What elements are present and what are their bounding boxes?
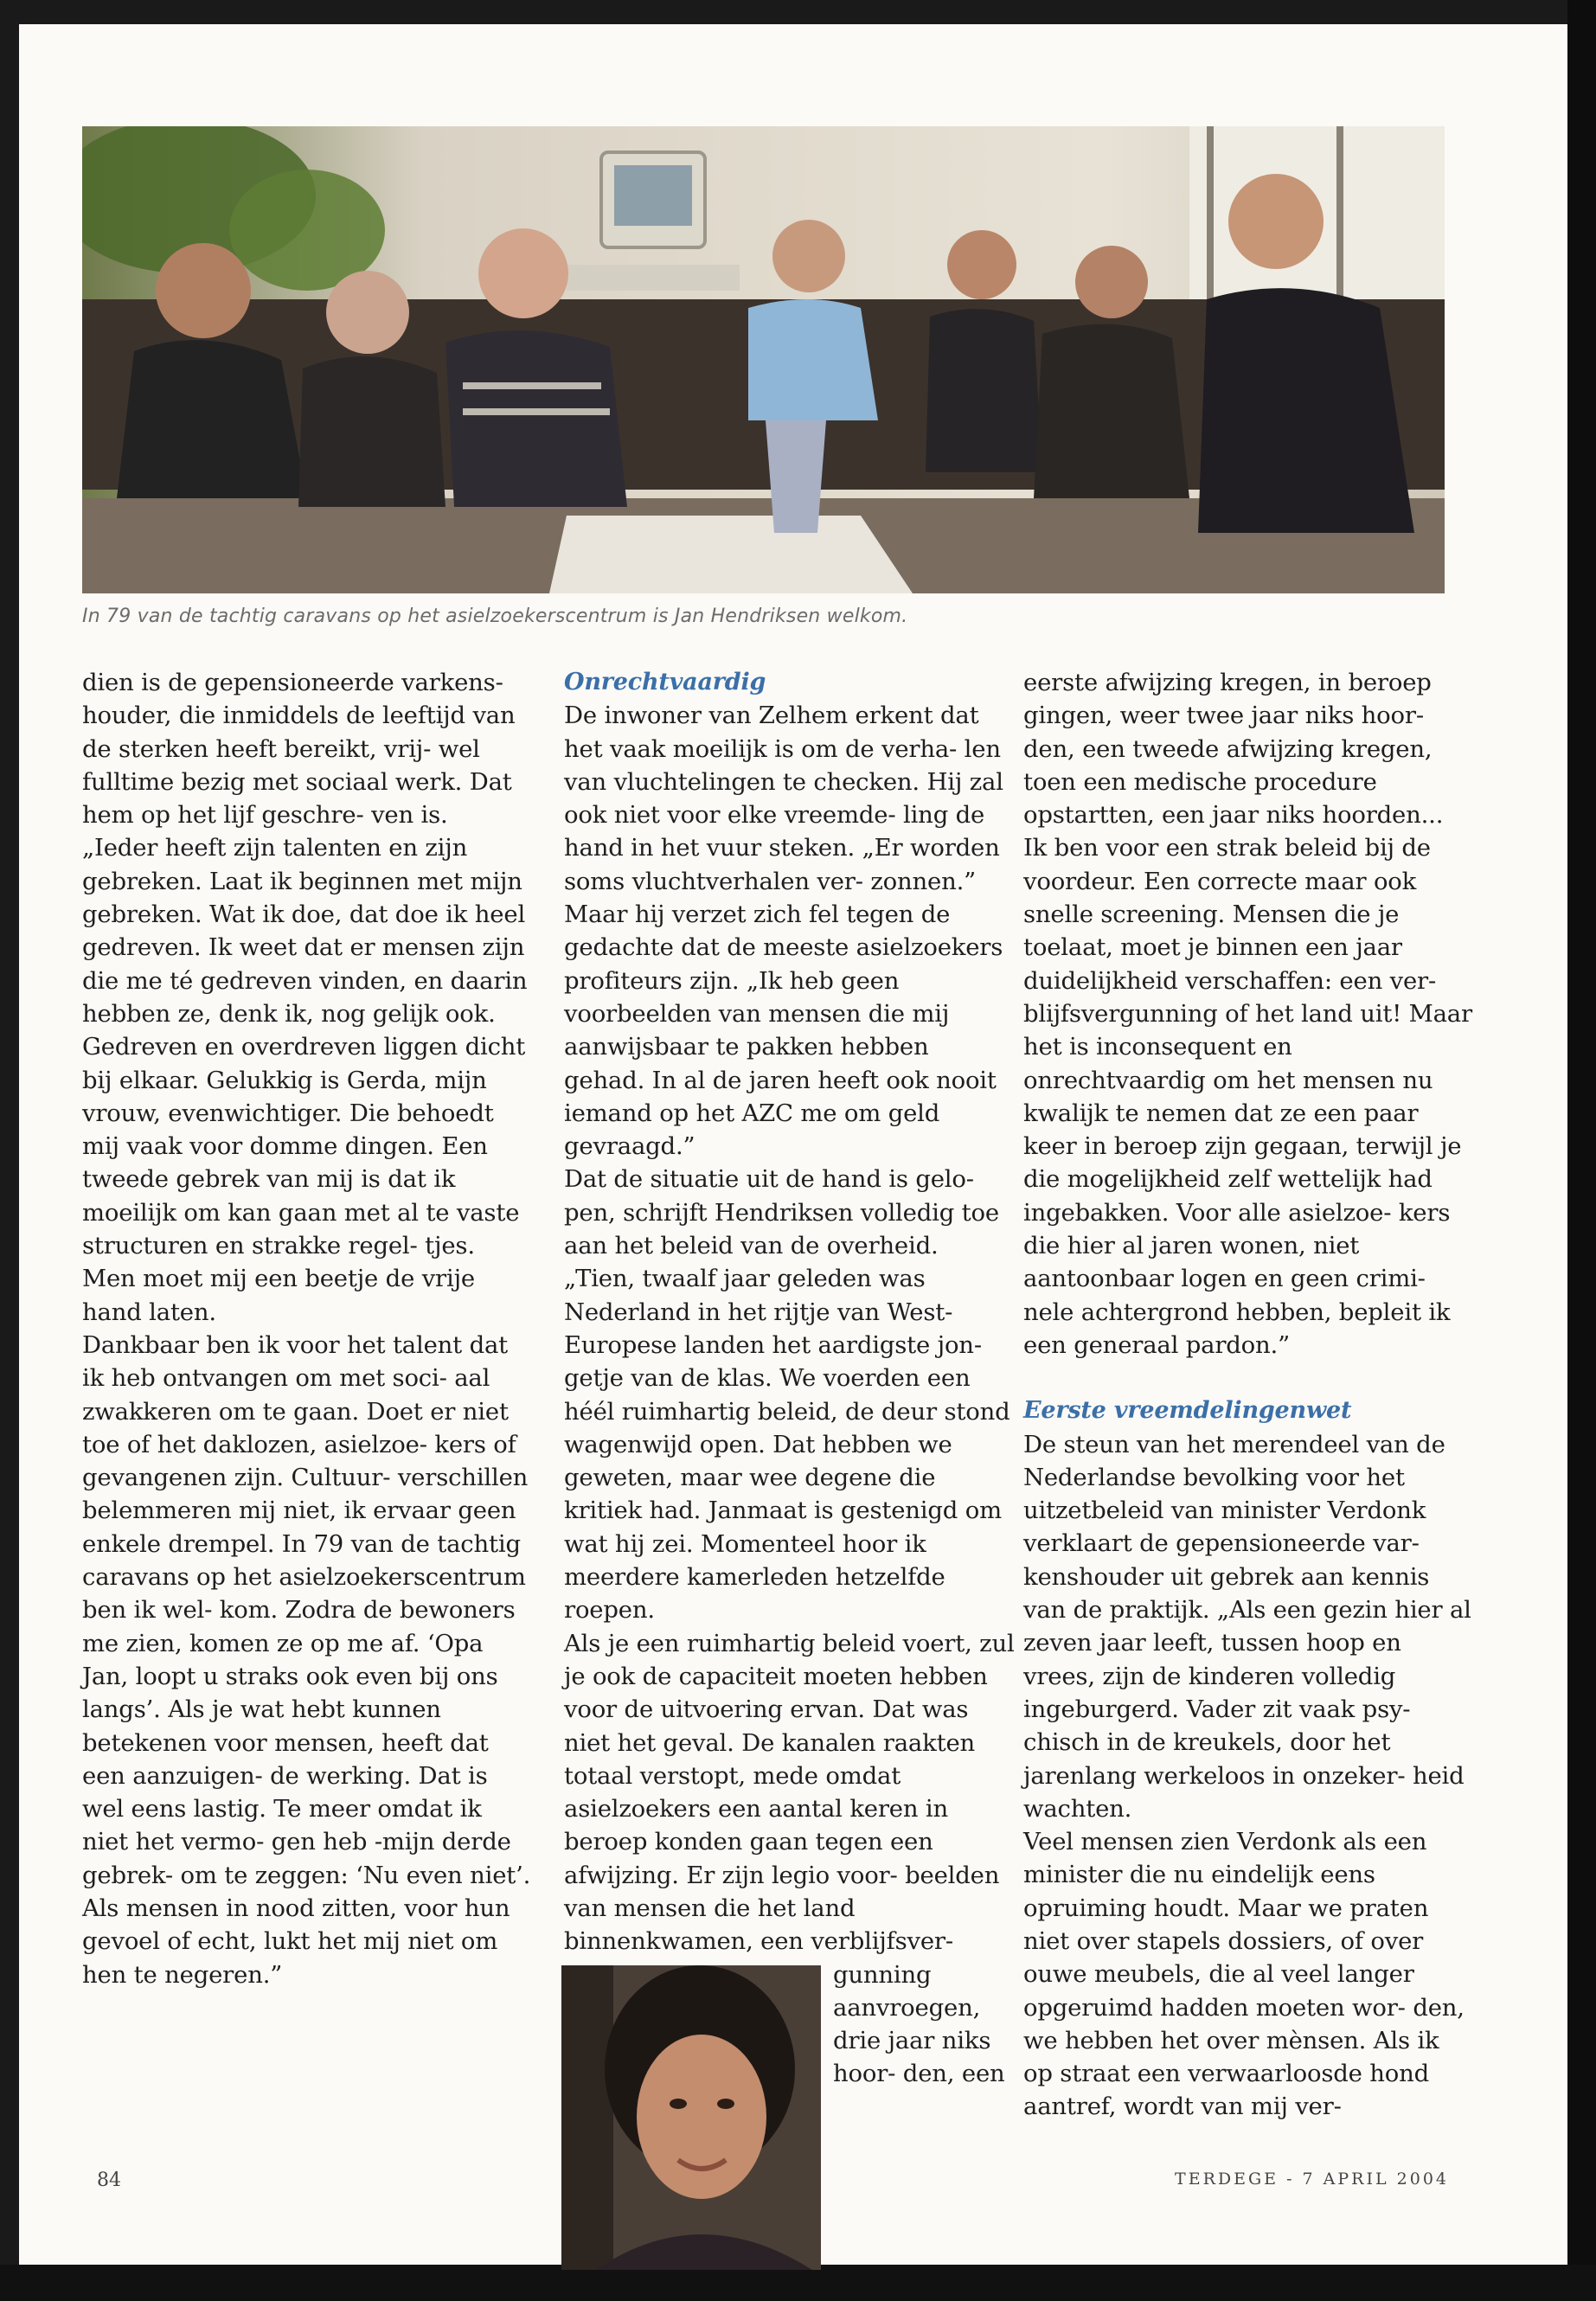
page-number: 84	[97, 2170, 121, 2191]
paragraph: gunning aanvroegen, drie jaar niks hoor- den, een	[833, 1960, 1005, 2088]
paragraph: Als je een ruimhartig beleid voert, zul je ook de capaciteit moeten hebben voor de uitvoering ervan. Dat was niet het geval. De kanalen raakten totaal verstopt, mede omdat asielzoekers een aantal keren in beroep konden gaan tegen een afwijzing. Er zijn legio voor- beelden van mensen die het land binnenkwamen, een verblijfsver-	[564, 1629, 1015, 1956]
paragraph: De steun van het merendeel van de Nederlandse bevolking voor het uitzetbeleid van minister Verdonk verklaart de gepensioneerde var- kenshouder uit gebrek aan kennis van de praktijk. „Als een gezin hier al zeven jaar leeft, tussen hoop en vrees, zijn de kinderen volledig ingeburgerd. Vader zit vaak psy- chisch in de kreukels, door het jarenlang werkeloos in onzeker- heid wachten.	[1023, 1430, 1471, 1823]
scan-edge-bottom	[0, 2265, 1596, 2301]
paragraph: Dankbaar ben ik voor het talent dat ik heb ontvangen om met soci- aal zwakkeren om te gaan. Doet er niet toe of het daklozen, asielzoe- kers of gevangenen zijn. Cultuur- verschillen belemmeren mij niet, ik ervaar geen enkele drempel. In 79 van de tachtig caravans op het asielzoekerscentrum ben ik wel- kom. Zodra de bewoners me zien, komen ze op me af. ‘Opa Jan, loopt u straks ook even bij ons langs’. Als je wat hebt kunnen betekenen voor mensen, heeft dat een aanzuigen- de werking. Dat is wel eens lastig. Te meer omdat ik niet het vermo- gen heb -mijn derde gebrek- om te zeggen: ‘Nu even niet’. Als mensen in nood zitten, voor hun gevoel of echt, lukt het mij niet om hen te negeren.”	[82, 1330, 531, 1989]
article-column-2	[564, 666, 1016, 2270]
article-column-3	[1023, 666, 1473, 2124]
group-photo	[82, 126, 1445, 593]
portrait-wrap	[564, 1958, 1016, 2091]
group-photo-icon	[82, 126, 1445, 593]
paragraph: eerste afwijzing kregen, in beroep gingen, weer twee jaar niks hoor- den, een tweede afwijzing kregen, toen een medische procedure opstartten, een jaar niks hoorden... Ik ben voor een strak beleid bij de voordeur. Een correcte maar ook snelle screening. Mensen die je toelaat, moet je binnen een jaar duidelijkheid verschaffen: een ver- blijfsvergunning of het land uit! Maar het is inconsequent en onrechtvaardig om het mensen nu kwalijk te nemen dat ze een paar keer in beroep zijn gegaan, terwijl je die mogelijkheid zelf wettelijk had ingebakken. Voor alle asielzoe- kers die hier al jaren wonen, niet aantoonbaar logen en geen crimi- nele achtergrond hebben, bepleit ik een generaal pardon.”	[1023, 669, 1472, 1359]
paragraph: „Ieder heeft zijn talenten en zijn gebreken. Laat ik beginnen met mijn gebreken. Wat ik doe, dat doe ik heel gedreven. Ik weet dat er mensen zijn die me té gedreven vinden, en daarin hebben ze, denk ik, nog gelijk ook. Gedreven en overdreven liggen dicht bij elkaar. Gelukkig is Gerda, mijn vrouw, evenwichtiger. Die behoedt mij vaak voor domme dingen. Een tweede gebrek van mij is dat ik moeilijk om kan gaan met al te vaste structuren en strakke regel- tjes. Men moet mij een beetje de vrije hand laten.	[82, 834, 528, 1326]
subheading-eerste-vreemdelingenwet: Eerste vreemdelingenwet	[1023, 1397, 1352, 1425]
scan-edge-right	[1567, 0, 1596, 2301]
paragraph: Dat de situatie uit de hand is gelo- pen, schrijft Hendriksen volledig toe aan het beleid van de overheid. „Tien, twaalf jaar geleden was Nederland in het rijtje van West- Europese landen het aardigste jon- getje van de klas. We voerden een héél ruimhartig beleid, de deur stond wagenwijd open. Dat hebben we geweten, maar wee degene die kritiek had. Janmaat is gestenigd om wat hij zei. Momenteel hoor ik meerdere kamerleden hetzelfde roepen.	[564, 1165, 1010, 1625]
article-column-1	[82, 666, 532, 1991]
portrait-photo	[561, 1965, 821, 2270]
woman-portrait-icon	[561, 1965, 821, 2270]
photo-caption: In 79 van de tachtig caravans op het asielzoekerscentrum is Jan Hendriksen welkom.	[82, 606, 908, 627]
paragraph: Veel mensen zien Verdonk als een minister die nu eindelijk eens opruiming houdt. Maar we praten niet over stapels dossiers, of over ouwe meubels, die al veel langer opgeruimd hadden moeten wor- den, we hebben het over mènsen. Als ik op straat een verwaarloosde hond aantref, wordt van mij ver-	[1023, 1828, 1465, 2121]
paragraph: De inwoner van Zelhem erkent dat het vaak moeilijk is om de verha- len van vluchtelingen te checken. Hij zal ook niet voor elke vreemde- ling de hand in het vuur steken. „Er worden soms vluchtverhalen ver- zonnen.” Maar hij verzet zich fel tegen de gedachte dat de meeste asielzoekers profiteurs zijn. „Ik heb geen voorbeelden van mensen die mij aanwijsbaar te pakken hebben gehad. In al de jaren heeft ook nooit iemand op het AZC me om geld gevraagd.”	[564, 702, 1003, 1161]
paragraph: dien is de gepensioneerde varkens- houder, die inmiddels de leeftijd van de sterken heeft bereikt, vrij- wel fulltime bezig met sociaal werk. Dat hem op het lijf geschre- ven is.	[82, 669, 516, 830]
subheading-onrechtvaardig: Onrechtvaardig	[564, 669, 766, 695]
magazine-issue: TERDEGE - 7 APRIL 2004	[1175, 2170, 1449, 2189]
spacer	[1023, 1362, 1473, 1394]
